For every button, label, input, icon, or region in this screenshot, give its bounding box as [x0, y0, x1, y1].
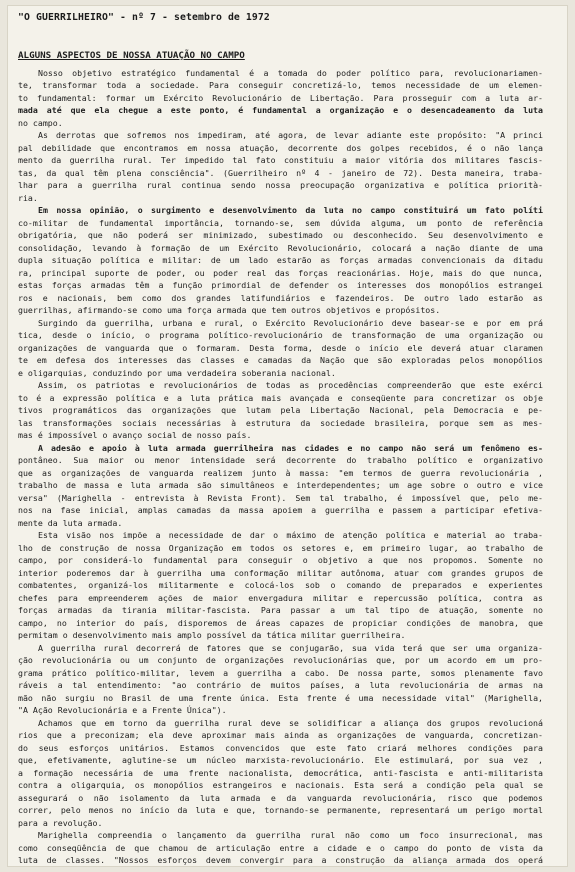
text-line: organizações de vanguarda que o formaram. Desta forma, desde o início ele deverá atuar claramen: [18, 342, 543, 353]
text-line: As derrotas que sofremos nos impediram, até agora, de levar adiante este propósito: "A princi: [38, 130, 543, 141]
text-line: tivos programáticos das organizações que lutam pela Libertação Nacional, pela Democracia e pe-: [18, 405, 543, 416]
text-line: mas é impossível o avanço social de nosso país.: [18, 430, 252, 441]
text-line: ria.: [18, 192, 38, 203]
text-line: A adesão e apoio à luta armada guerrilheira nas cidades e no campo não será um fenômeno es-: [38, 442, 543, 453]
text-line: co-militar de fundamental importância, tornando-se, sem dúvida alguma, um ponto de referência: [18, 217, 543, 228]
text-line: lhar para a guerrilha rural continua sendo nossa preocupação organizativa e política priorità-: [18, 180, 543, 191]
text-line: que as organizações de vanguarda realizem junto à massa: "em termos de guerra revolucionária ,: [18, 467, 543, 478]
text-line: contra a oligarquia, os monopólios estrangeiros e nacionais. Esta será a condição pela qual se: [18, 780, 543, 791]
text-line: Nosso objetivo estratégico fundamental é a tomada do poder político para, revolucionariamen-: [38, 68, 543, 78]
text-line: to fundamental: formar um Exército Revolucionário de Libertação. Para prosseguir com a luta ar-: [18, 92, 543, 103]
text-line: obrigatória, que não poderá ser minimizado, subestimado ou desconhecido. Seu desenvolvimento e: [18, 230, 543, 241]
text-line: nos na fase inicial, amplas camadas da massa apoiem a guerrilha e passem a participar efetiva-: [18, 505, 543, 516]
text-line: para a revolução.: [18, 817, 103, 828]
text-line: assegurará o não isolamento da luta armada e da vanguarda revolucionária, risco que podemos: [18, 792, 543, 803]
text-line: te, transformar toda a sociedade. Para conseguir concretizá-lo, temos necessidade de um elemen-: [18, 80, 543, 91]
text-line: ra, principal suporte de poder, ou poder real das forças reacionárias. Hoje, mais do que nunca,: [18, 267, 543, 278]
text-line: ros e nacionais, bem como dos grandes latifundiários e fazendeiros. De outro lado estarão as: [18, 292, 543, 303]
text-line: ção revolucionária ou um conjunto de organizações revolucionárias que, por um acordo em um pro-: [18, 655, 543, 666]
text-line: lho de construção de nossa Organização em todos os setores e, em primeiro lugar, ao trabalho de: [18, 542, 543, 553]
text-line: mento da guerrilha rural. Ter impedido tal fato constituiu a maior vitória dos militares fascis-: [18, 155, 543, 166]
text-line: campo, no interior do país, disporemos de áreas capazes de propiciar condições de manobra, que: [18, 617, 543, 628]
text-line: Em nossa opinião, o surgimento e desenvolvimento da luta no campo constituirá um fato políti: [38, 205, 543, 216]
text-line: las transformações sociais necessárias à estrutura da sociedade brasileira, porque sem as mes-: [18, 417, 543, 428]
text-line: mente da luta armada.: [18, 517, 123, 528]
article-title: ALGUNS ASPECTOS DE NOSSA ATUAÇÃO NO CAMPO: [18, 50, 245, 61]
text-line: versa" (Marighella - entrevista à Revista Front). Sem tal trabalho, é impossível que, pelo me-: [18, 492, 543, 503]
text-line: chefes para empreenderem ações de maior envergadura militar e repercussão política, contra as: [18, 592, 543, 603]
text-line: tas, da qual têm plena consciência". (Guerrilheiro nº 4 - janeiro de 72). Desta maneira, traba-: [18, 167, 543, 178]
text-line: te em defesa dos interesses das classes e camadas da Nação que são exploradas pelos monopólios: [18, 355, 543, 366]
text-line: campo, por considerá-lo fundamental para conseguir o objetivo a que nos propomos. Somente no: [18, 555, 543, 566]
text-line: como conseqüência de que chamou de articulação entre a cidade e o campo do ponto de vista da: [18, 842, 543, 853]
text-line: combatentes, organizá-los militarmente e colocá-los sob o comando de preparados e experientes: [18, 580, 543, 591]
text-line: Esta visão nos impõe a necessidade de dar o máximo de atenção política e material ao traba-: [38, 530, 543, 541]
text-line: correr, pelo menos no início da luta e que, tornando-se permanente, representará um perigo mortal: [18, 805, 543, 816]
text-line: A guerrilha rural decorrerá de fatores que se conjugarão, sua vida terá que ser uma organiza-: [38, 642, 543, 653]
text-line: mada até que ela chegue a este ponto, é fundamental a organização e o desencadeamento da luta: [18, 105, 543, 116]
text-line: mão não surgiu no Brasil de uma frente única. Esta frente é uma necessidade vital" (Marighella,: [18, 692, 543, 703]
text-line: no campo.: [18, 117, 63, 128]
text-line: dupla situação política e militar: de um lado estarão as forças armadas convencionais da ditadu: [18, 255, 543, 266]
text-line: Surgindo da guerrilha, urbana e rural, o Exército Revolucionário deve basear-se e por em prá: [38, 317, 543, 328]
text-line: trabalho de massa e luta armada são simultâneos e interdependentes; um age sobre o outro e vice: [18, 480, 543, 491]
text-line: forças armadas da tirania militar-fascista. Para passar a um tal tipo de atuação, somente no: [18, 605, 543, 616]
text-line: luta de classes. "Nossos esforços devem convergir para a construção da aliança armada dos operá: [18, 855, 543, 865]
text-line: e oligarquias, conduzindo por uma verdadeira soberania nacional.: [18, 367, 336, 378]
document-header: "O GUERRILHEIRO" - nº 7 - setembro de 1972: [18, 12, 270, 23]
text-line: to é a expressão política e a luta prática mais avançada e conseqüente para concretizar os obje: [18, 392, 543, 403]
text-line: tica, desde o início, o programa político-revolucionário de transformação de uma organização ou: [18, 330, 543, 341]
text-line: interior poderemos dar à guerrilha uma conformação militar autônoma, atuar com grandes grupos de: [18, 567, 543, 578]
text-line: "A Ação Revolucionária e a Frente Única").: [18, 705, 227, 716]
text-line: consolidação, levando à formação de um Exército Revolucionário, colocará a nação diante de uma: [18, 242, 543, 253]
text-line: grama prático político-militar, levem a guerrilha a cabo. De nossa parte, somos plenamente favo: [18, 667, 543, 678]
text-line: que, efetivamente, aglutine-se um núcleo marxista-revolucionário. Ele estimulará, por sua vez ,: [18, 755, 543, 766]
text-line: pal debilidade que encontramos em nossa atuação, decorrente dos golpes recebidos, é o não lança: [18, 142, 543, 153]
text-line: a formação necessária de uma frente nacionalista, democrática, anti-fascista e anti-militarista: [18, 767, 543, 778]
text-line: do seus esforços unitários. Estamos convencidos que este fato criará melhores condições para: [18, 742, 543, 753]
text-line: pontâneo. Sua maior ou menor intensidade será decorrente do trabalho político e organizativo: [18, 455, 543, 466]
text-line: estas forças armadas têm a função primordial de defender os interesses dos monopólios estrangei: [18, 280, 543, 291]
text-line: ráveis a tal entendimento: "ao contrário de muitos países, a luta revolucionária de armas na: [18, 680, 543, 691]
text-line: guerrilhas, afirmando-se como uma força armada que tem outros objetivos e propósitos.: [18, 305, 441, 316]
text-line: Achamos que em torno da guerrilha rural deve se solidificar a aliança dos grupos revolucioná: [38, 717, 543, 728]
text-line: Marighella compreendia o lançamento da guerrilha rural não como um foco insurrecional, mas: [38, 830, 543, 841]
text-line: rios que a preconizam; ela deve aproximar mais ainda as organizações de vanguarda, concretizan-: [18, 730, 543, 741]
text-line: permitam o desenvolvimento mais amplo possível da tática militar guerrilheira.: [18, 630, 406, 641]
text-line: Assim, os patriotas e revolucionários de todas as procedências compreenderão que este exérci: [38, 380, 543, 391]
